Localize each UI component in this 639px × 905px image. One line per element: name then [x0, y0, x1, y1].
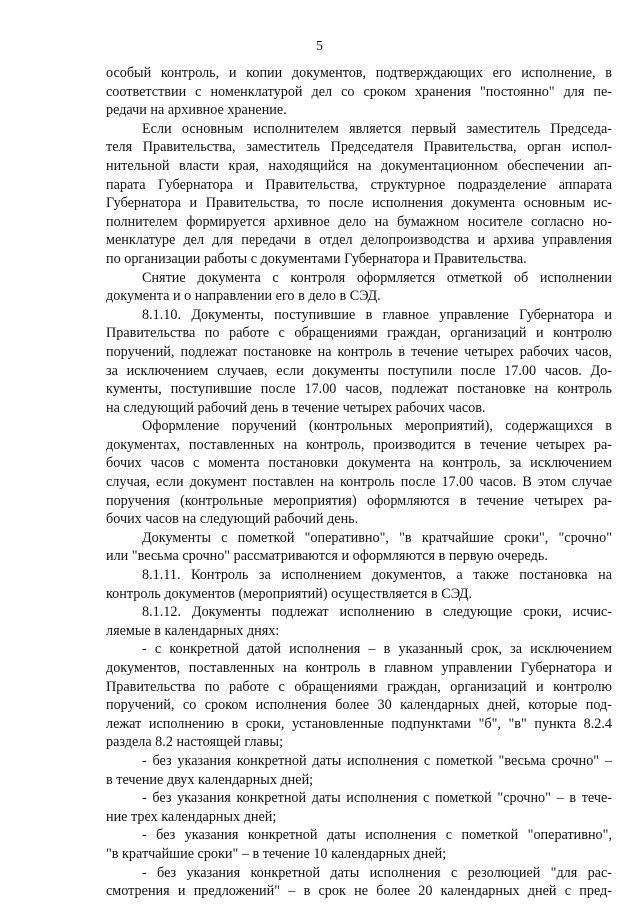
text-line: бочих часов с момента постановки документа на контроль, за исключением [106, 455, 612, 472]
text-line: - без указания конкретной даты исполнения с пометкой "оперативно", [142, 827, 612, 844]
text-line: полнителем формируется архивное дело на бумажном носителе согласно но- [106, 213, 612, 230]
text-line: в течение двух календарных дней; [106, 771, 314, 788]
text-line: документа и о направлении его в дело в СЭД. [106, 288, 381, 305]
text-line: лежат исполнению в сроки, установленные подпунктами "б", "в" пункта 8.2.4 [106, 715, 612, 732]
text-line: "в кратчайшие сроки" – в течение 10 календарных дней; [106, 845, 447, 862]
text-line: поручений, со сроком исполнения более 30 календарных дней, которые под- [106, 697, 612, 714]
text-line: - с конкретной датой исполнения – в указанный срок, за исключением [142, 641, 612, 658]
text-line: Правительства по работе с обращениями граждан, организаций и контролю [106, 325, 612, 342]
text-line: Оформление поручений (контрольных мероприятий), содержащихся в [142, 418, 612, 435]
text-line: контроль документов (мероприятий) осуществляется в СЭД. [106, 585, 473, 602]
text-line: Документы с пометкой "оперативно", "в кратчайшие сроки", "срочно" [142, 529, 612, 546]
text-line: Снятие документа с контроля оформляется отметкой об исполнении [142, 269, 612, 286]
text-line: бочих часов на следующий рабочий день. [106, 511, 359, 528]
text-line: теля Правительства, заместитель Председателя Правительства, орган испол- [106, 139, 612, 156]
text-line: за исключением случаев, если документы поступили после 17.00 часов. До- [106, 362, 612, 379]
text-line: поручения (контрольные мероприятия) оформляются в течение четырех ра- [106, 492, 612, 509]
text-line: случая, если документ поставлен на контроль после 17.00 часов. В этом случае [106, 474, 612, 491]
text-line: редачи на архивное хранение. [106, 102, 287, 119]
text-line: документов, поставленных на контроль в главном управлении Губернатора и [106, 660, 612, 676]
text-line: нительной власти края, находящийся на документационном обеспечении ап- [106, 157, 612, 174]
text-line: - без указания конкретной даты исполнения с пометкой "срочно" – в тече- [142, 790, 612, 807]
text-line: по организации работы с документами Губернатора и Правительства. [106, 250, 527, 267]
text-line: кументы, поступившие после 17.00 часов, подлежат постановке на контроль [106, 381, 612, 398]
text-line: Если основным исполнителем является первый заместитель Председа- [142, 120, 612, 137]
text-line: смотрения и предложений" – в срок не более 20 календарных дней с пред- [106, 883, 612, 900]
text-line: 8.1.10. Документы, поступившие в главное управление Губернатора и [142, 306, 612, 323]
text-line: Губернатора и Правительства, то после исполнения документа основным ис- [106, 195, 612, 212]
text-line: - без указания конкретной даты исполнения с резолюцией "для рас- [142, 864, 612, 881]
text-line: поручений, подлежат постановке на контроль в течение четырех рабочих часов, [106, 343, 612, 360]
text-line: Правительства по работе с обращениями граждан, организаций и контролю [106, 678, 612, 695]
text-line: ние трех календарных дней; [106, 808, 277, 825]
text-line: парата Губернатора и Правительства, структурное подразделение аппарата [106, 176, 612, 193]
text-line: раздела 8.2 настоящей главы; [106, 734, 284, 751]
text-line: или "весьма срочно" рассматриваются и оформляются в первую очередь. [106, 548, 548, 565]
text-line: ляемые в календарных днях: [106, 622, 280, 639]
text-line: соответствии с номенклатурой дел со сроком хранения "постоянно" для пе- [106, 83, 612, 100]
text-line: 8.1.11. Контроль за исполнением документов, а также постановка на [142, 567, 612, 584]
text-line: особый контроль, и копии документов, подтверждающих его исполнение, в [106, 65, 612, 81]
text-line: - без указания конкретной даты исполнения с пометкой "весьма срочно" – [142, 752, 612, 769]
page-number: 5 [316, 38, 323, 53]
text-line: на следующий рабочий день в течение четырех рабочих часов. [106, 399, 486, 416]
text-line: документах, поставленных на контроль, производится в течение четырех ра- [106, 436, 612, 453]
text-line: 8.1.12. Документы подлежат исполнению в следующие сроки, исчис- [142, 604, 612, 621]
text-line: менклатуре дел для передачи в отдел делопроизводства и архива управления [106, 232, 612, 249]
body-text [106, 64, 612, 901]
